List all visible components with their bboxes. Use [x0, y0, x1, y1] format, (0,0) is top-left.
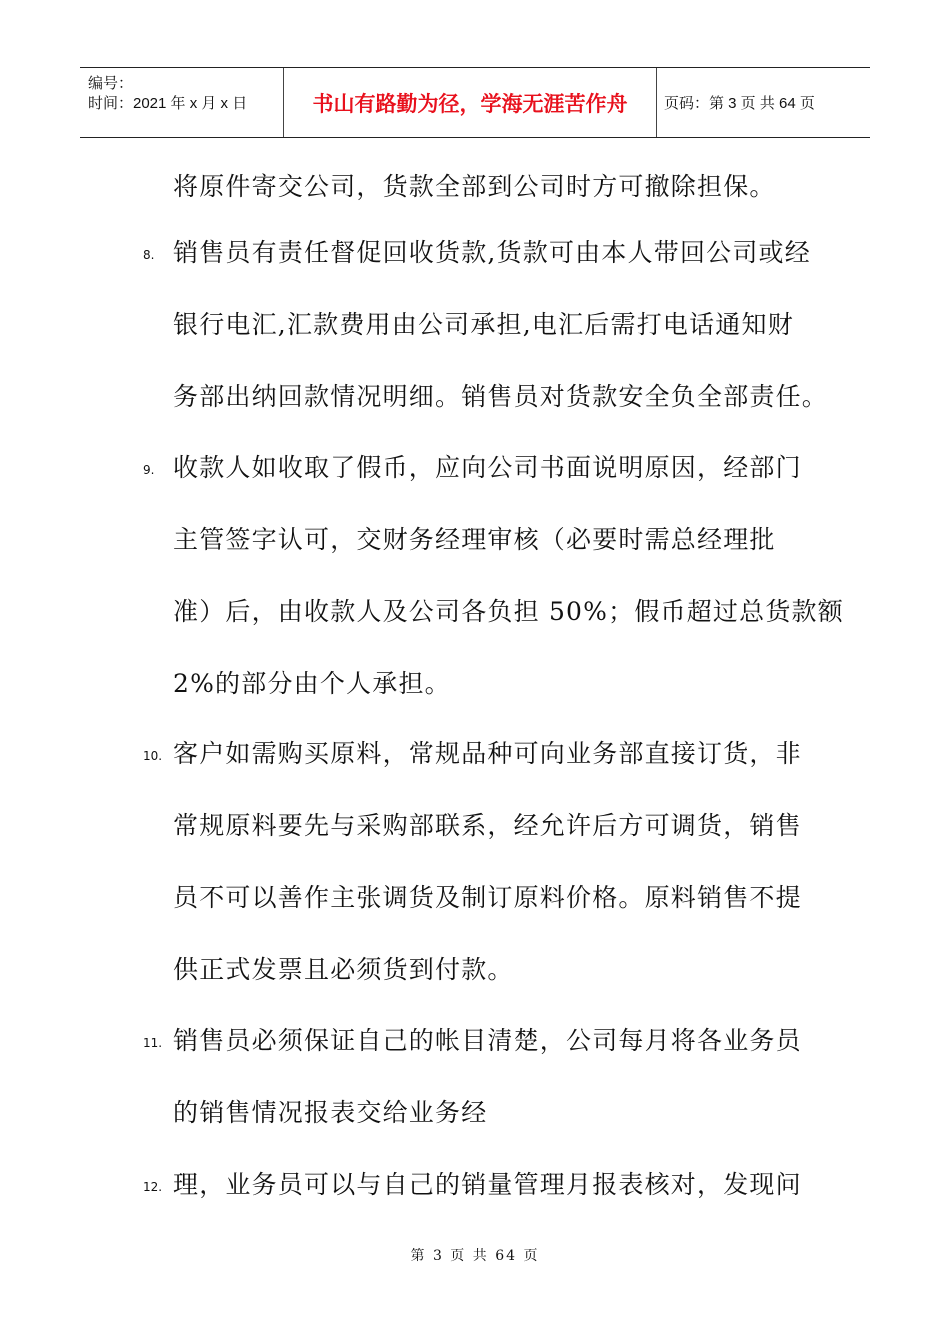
text-line: 2%的部分由个人承担。 [173, 669, 451, 698]
text-line: 主管签字认可，交财务经理审核（必要时需总经理批 [173, 525, 776, 554]
item-number: 8. [143, 248, 155, 262]
page-footer: 第 3 页 共 64 页 [410, 1248, 540, 1264]
text-line: 员不可以善作主张调货及制订原料价格。原料销售不提 [173, 883, 802, 912]
text-line: 的销售情况报表交给业务经 [173, 1098, 488, 1127]
item-number: 9. [143, 463, 155, 477]
text-line: 销售员有责任督促回收货款,货款可由本人带回公司或经 [173, 238, 811, 267]
text-line: 务部出纳回款情况明细。销售员对货款安全负全部责任。 [173, 382, 829, 411]
text-line: 银行电汇,汇款费用由公司承担,电汇后需打电话通知财 [173, 310, 794, 339]
text-line: 常规原料要先与采购部联系，经允许后方可调货，销售 [173, 811, 802, 840]
text-line: 收款人如收取了假币，应向公司书面说明原因，经部门 [173, 453, 802, 482]
page-header [80, 67, 870, 138]
text-line: 准）后，由收款人及公司各负担 50%；假币超过总货款额 [173, 597, 844, 626]
text-line: 客户如需购买原料，常规品种可向业务部直接订货，非 [173, 739, 802, 768]
header-meta [80, 68, 283, 137]
header-page-info: 页码：第 3 页 共 64 页 [664, 95, 815, 112]
item-number: 11. [143, 1036, 163, 1050]
text-line: 将原件寄交公司，货款全部到公司时方可撤除担保。 [173, 172, 776, 201]
item-number: 12. [143, 1180, 163, 1194]
text-line: 销售员必须保证自己的帐目清楚，公司每月将各业务员 [173, 1026, 802, 1055]
header-motto: 书山有路勤为径，学海无涯苦作舟 [283, 68, 657, 137]
item-number: 10. [143, 749, 163, 763]
text-line: 理，业务员可以与自己的销量管理月报表核对，发现问 [173, 1170, 802, 1199]
number-label: 编号： [88, 75, 134, 92]
time-label: 时间：2021 年 x 月 x 日 [88, 95, 248, 112]
text-line: 供正式发票且必须货到付款。 [173, 955, 514, 984]
